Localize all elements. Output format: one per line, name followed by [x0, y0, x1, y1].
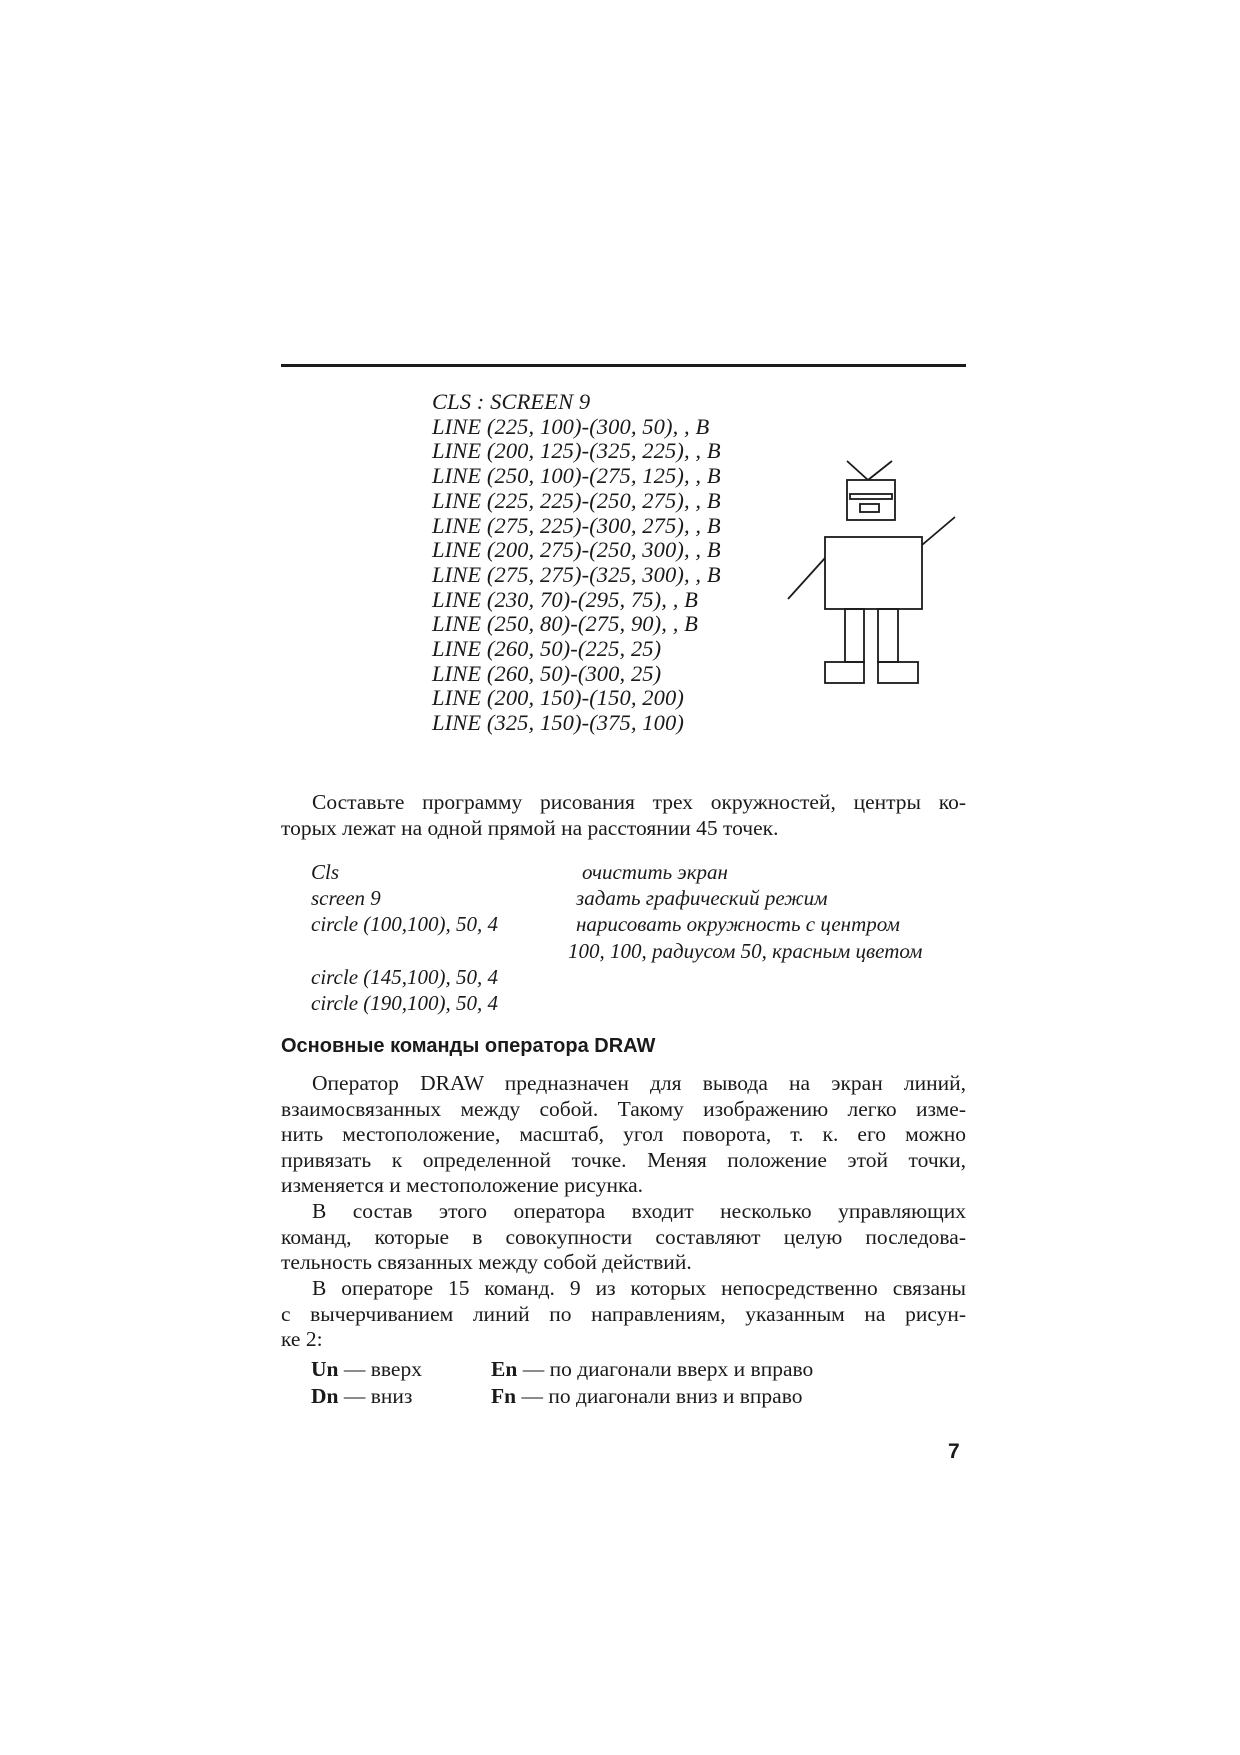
code-line: LINE (250, 100)-(275, 125), , B	[432, 463, 721, 489]
text-line: Оператор DRAW предназначен для вывода на экран линий,	[312, 1071, 966, 1095]
robot-arm-right	[922, 517, 955, 545]
program-comment: очистить экран	[582, 860, 728, 884]
text-line: нить местоположение, масштаб, угол поворота, т. к. его можно	[281, 1122, 966, 1147]
text-line: тельность связанных между собой действий.	[281, 1250, 692, 1275]
robot-drawing	[780, 455, 970, 695]
command-row	[311, 1357, 971, 1384]
code-line: LINE (225, 225)-(250, 275), , B	[432, 487, 721, 513]
task-paragraph	[281, 790, 966, 841]
robot-body	[825, 537, 922, 609]
antenna-right	[868, 461, 892, 480]
robot-foot-left	[825, 662, 864, 683]
command-entry	[491, 1357, 813, 1382]
text-line: привязать к определенной точке. Меняя положение этой точки,	[281, 1147, 966, 1172]
draw-commands	[311, 1357, 971, 1411]
robot-leg-left	[845, 609, 864, 662]
command-row	[311, 1384, 971, 1411]
text-line: Составьте программу рисования трех окружностей, центры ко-	[312, 790, 966, 814]
top-rule	[281, 364, 966, 367]
program-code: screen 9	[311, 886, 381, 911]
command-desc: — по диагонали вниз и вправо	[516, 1384, 803, 1408]
text-line: с вычерчиванием линий по направлениям, указанным на рисун-	[281, 1301, 966, 1326]
text-line: В состав этого оператора входит несколько управляющих	[312, 1199, 966, 1223]
paragraph-1	[281, 1071, 966, 1199]
program-comment: нарисовать окружность с центром	[576, 912, 900, 937]
program-row	[311, 965, 971, 991]
robot-visor	[850, 494, 892, 499]
circle-program	[311, 860, 971, 1017]
code-line: LINE (275, 275)-(325, 300), , B	[432, 561, 721, 587]
text-line: торых лежат на одной прямой на расстоянии 45 точек.	[281, 815, 779, 840]
robot-foot-right	[878, 662, 918, 683]
robot-leg-right	[878, 609, 898, 662]
code-line: LINE (200, 150)-(150, 200)	[432, 685, 684, 711]
code-line: LINE (260, 50)-(225, 25)	[432, 636, 662, 662]
code-line: LINE (260, 50)-(300, 25)	[432, 660, 662, 686]
code-line: LINE (230, 70)-(295, 75), , B	[432, 586, 698, 612]
program-row	[311, 860, 971, 886]
code-line: CLS : SCREEN 9	[432, 389, 591, 414]
text-line: команд, которые в совокупности составляют целую последова-	[281, 1224, 966, 1249]
command-desc: — вниз	[338, 1384, 413, 1408]
text-line: В операторе 15 команд. 9 из которых непосредственно связаны	[312, 1276, 966, 1300]
antenna-left	[847, 461, 868, 480]
command-key: Un	[311, 1357, 339, 1381]
robot-mouth	[860, 504, 879, 512]
code-line: LINE (200, 275)-(250, 300), , B	[432, 537, 721, 563]
program-comment: задать графический режим	[576, 886, 828, 911]
program-code: circle (145,100), 50, 4	[311, 964, 499, 989]
program-row	[311, 912, 971, 938]
command-key: Fn	[491, 1384, 517, 1408]
command-key: Dn	[311, 1384, 339, 1408]
program-row	[311, 991, 971, 1017]
code-line: LINE (275, 225)-(300, 275), , B	[432, 512, 721, 538]
program-row	[311, 939, 971, 965]
command-entry	[491, 1384, 802, 1409]
robot-arm-left	[788, 558, 825, 599]
command-desc: — по диагонали вверх и вправо	[517, 1357, 814, 1381]
code-line: LINE (250, 80)-(275, 90), , B	[432, 611, 698, 637]
robot-head	[847, 480, 895, 520]
program-code: circle (190,100), 50, 4	[311, 990, 499, 1015]
section-heading: Основные команды оператора DRAW	[281, 1035, 656, 1057]
program-code: Cls	[311, 860, 340, 884]
text-line: взаимосвязанных между собой. Такому изображению легко изме-	[281, 1096, 966, 1121]
program-row	[311, 886, 971, 912]
code-line: LINE (325, 150)-(375, 100)	[432, 710, 684, 736]
command-desc: — вверх	[338, 1357, 422, 1381]
text-line: изменяется и местоположение рисунка.	[281, 1173, 643, 1198]
command-entry	[311, 1357, 422, 1382]
program-comment: 100, 100, радиусом 50, красным цветом	[568, 938, 923, 963]
paragraph-3	[281, 1276, 966, 1353]
paragraph-2	[281, 1199, 966, 1276]
text-line: ке 2:	[281, 1327, 323, 1352]
program-code: circle (100,100), 50, 4	[311, 912, 499, 937]
command-entry	[311, 1384, 412, 1409]
code-line: LINE (200, 125)-(325, 225), , B	[432, 438, 721, 464]
code-line: LINE (225, 100)-(300, 50), , B	[432, 413, 710, 439]
code-listing	[432, 390, 762, 736]
page-number: 7	[948, 1440, 960, 1463]
command-key: En	[491, 1357, 518, 1381]
